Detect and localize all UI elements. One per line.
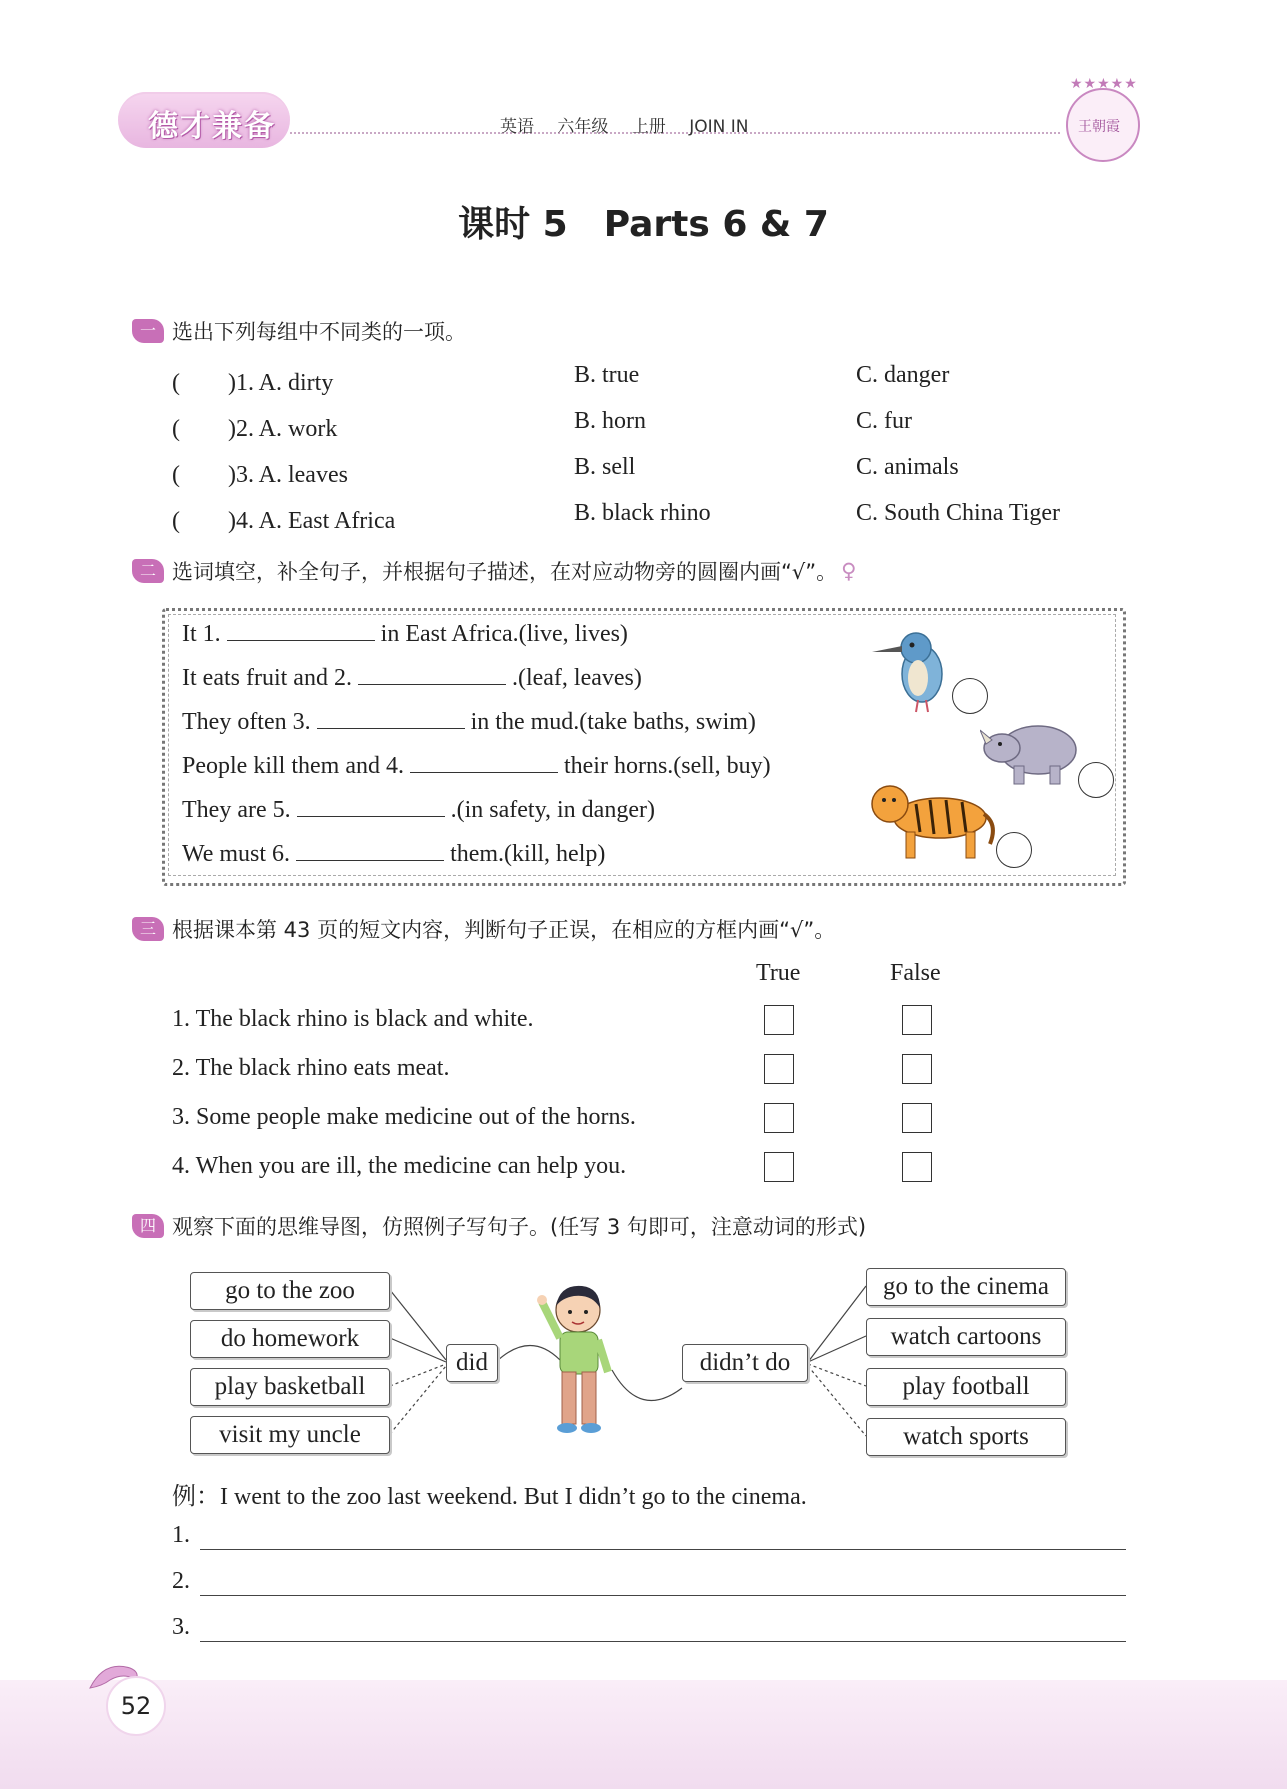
fill-line-3-pre: They often 3. bbox=[182, 709, 311, 735]
fill-line-1-pre: It 1. bbox=[182, 621, 221, 647]
section3-number: 三 bbox=[132, 917, 164, 941]
col-true-label: True bbox=[756, 960, 801, 986]
did-item-1: go to the zoo bbox=[190, 1272, 390, 1310]
lightbulb-icon: ♀ bbox=[841, 559, 857, 583]
didnt-node: didn’t do bbox=[682, 1344, 808, 1382]
answer-num-2: 2. bbox=[172, 1568, 190, 1594]
section1-q2-c: C. fur bbox=[856, 408, 912, 434]
fill-line-3-post: in the mud.(take baths, swim) bbox=[470, 709, 756, 735]
answer-num-1: 1. bbox=[172, 1522, 190, 1548]
header-volume: 上册 bbox=[631, 117, 666, 137]
tf-statement-2: 2. The black rhino eats meat. bbox=[172, 1055, 450, 1081]
section1-q2: ( )2. A. work bbox=[172, 416, 338, 442]
section1-q1-b: B. true bbox=[574, 362, 640, 388]
section1-q4-c: C. South China Tiger bbox=[856, 500, 1061, 526]
footer-decoration bbox=[0, 1680, 1287, 1789]
fill-line-5-post: .(in safety, in danger) bbox=[450, 797, 655, 823]
section1-number: 一 bbox=[132, 319, 164, 343]
section1-q1: ( )1. A. dirty bbox=[172, 370, 334, 396]
fill-line-5-pre: They are 5. bbox=[182, 797, 291, 823]
section3-instruction: 根据课本第 43 页的短文内容，判断句子正误，在相应的方框内画“√”。 bbox=[172, 918, 836, 942]
section2-number: 二 bbox=[132, 559, 164, 583]
section1-instruction: 选出下列每组中不同类的一项。 bbox=[172, 320, 466, 344]
fill-line-2-post: .(leaf, leaves) bbox=[511, 665, 642, 691]
section1-q3-b: B. sell bbox=[574, 454, 636, 480]
answer-num-3: 3. bbox=[172, 1614, 190, 1640]
didnt-item-4: watch sports bbox=[866, 1418, 1066, 1456]
fill-line-2-pre: It eats fruit and 2. bbox=[182, 665, 352, 691]
did-item-4: visit my uncle bbox=[190, 1416, 390, 1454]
section4-number: 四 bbox=[132, 1214, 164, 1238]
didnt-item-1: go to the cinema bbox=[866, 1268, 1066, 1306]
col-false-label: False bbox=[890, 960, 941, 986]
tf-statement-1: 1. The black rhino is black and white. bbox=[172, 1006, 534, 1032]
section2-instruction: 选词填空，补全句子，并根据句子描述，在对应动物旁的圆圈内画“√”。 bbox=[172, 560, 838, 584]
fill-line-6-post: them.(kill, help) bbox=[450, 841, 606, 867]
fill-line-4-pre: People kill them and 4. bbox=[182, 753, 404, 779]
boy-illustration bbox=[534, 1280, 618, 1440]
header-subject: 英语 bbox=[500, 117, 534, 137]
header-grade: 六年级 bbox=[557, 117, 609, 137]
section4-instruction: 观察下面的思维导图，仿照例子写句子。(任写 3 句即可，注意动词的形式) bbox=[172, 1215, 867, 1239]
section1-q1-c: C. danger bbox=[856, 362, 950, 388]
section1-q3-c: C. animals bbox=[856, 454, 959, 480]
section1-q3: ( )3. A. leaves bbox=[172, 462, 348, 488]
brand-logo: 德才兼备 bbox=[148, 109, 276, 144]
did-item-3: play basketball bbox=[190, 1368, 390, 1406]
didnt-item-2: watch cartoons bbox=[866, 1318, 1066, 1356]
section1-q2-b: B. horn bbox=[574, 408, 646, 434]
answer-line-3[interactable] bbox=[200, 1641, 1126, 1642]
did-node: did bbox=[446, 1344, 498, 1382]
fill-line-4-post: their horns.(sell, buy) bbox=[563, 753, 771, 779]
answer-line-2[interactable] bbox=[200, 1595, 1126, 1596]
didnt-item-3: play football bbox=[866, 1368, 1066, 1406]
answer-line-1[interactable] bbox=[200, 1549, 1126, 1550]
page-title: 课时 5 Parts 6 & 7 bbox=[458, 204, 829, 245]
tf-statement-4: 4. When you are ill, the medicine can help you. bbox=[172, 1153, 627, 1179]
fill-line-6-pre: We must 6. bbox=[182, 841, 291, 867]
header-series: JOIN IN bbox=[689, 117, 749, 137]
did-item-2: do homework bbox=[190, 1320, 390, 1358]
badge-stars-icon: ★★★★★ bbox=[1070, 77, 1138, 92]
example-sentence: 例：I went to the zoo last weekend. But I didn’t go to the cinema. bbox=[172, 1484, 807, 1510]
page-number: 52 bbox=[106, 1676, 166, 1736]
fill-line-1-post: in East Africa.(live, lives) bbox=[380, 621, 628, 647]
section1-q4: ( )4. A. East Africa bbox=[172, 508, 396, 534]
badge-label: 王朝霞 bbox=[1078, 119, 1120, 135]
tf-statement-3: 3. Some people make medicine out of the horns. bbox=[172, 1104, 636, 1130]
section1-q4-b: B. black rhino bbox=[574, 500, 711, 526]
